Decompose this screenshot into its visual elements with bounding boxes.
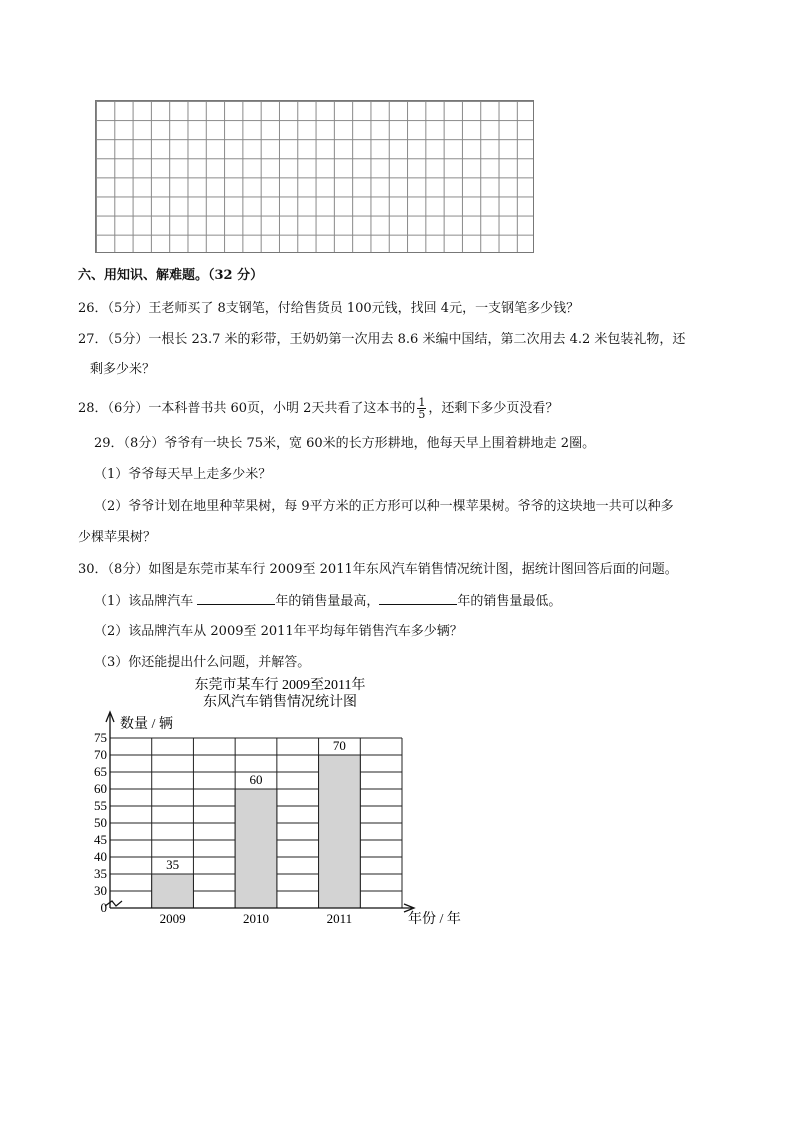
question-26: 26．（5分）王老师买了 8支钢笔，付给售货员 100元钱，找回 4元，一支钢笔多少钱？ bbox=[78, 301, 580, 316]
question-30-sub2: （2）该品牌汽车从 2009至 2011年平均每年销售汽车多少辆？ bbox=[94, 624, 463, 639]
y-tick-label-70: 70 bbox=[94, 747, 107, 762]
bar-2009 bbox=[152, 874, 194, 908]
fraction-numerator: 1 bbox=[418, 396, 426, 409]
question-30-sub1-text-mid: 年的销售量最高， bbox=[275, 594, 380, 609]
x-tick-label-2011: 2011 bbox=[326, 911, 353, 926]
question-28 bbox=[78, 394, 558, 424]
chart-title-line-1: 东莞市某车行 2009至2011年 bbox=[194, 678, 366, 693]
question-29-sub1: （1）爷爷每天早上走多少米？ bbox=[94, 467, 272, 482]
axis-break-icon bbox=[105, 901, 122, 906]
data-label-2009: 35 bbox=[166, 857, 180, 872]
question-27-line2: 剩多少米？ bbox=[90, 362, 156, 377]
y-tick-label-60: 60 bbox=[94, 781, 107, 796]
question-30-sub1-text: （1）该品牌汽车 bbox=[94, 594, 198, 609]
x-tick-label-2010: 2010 bbox=[243, 911, 269, 926]
x-tick-label-2009: 2009 bbox=[159, 911, 186, 926]
y-tick-label-30: 30 bbox=[94, 883, 107, 898]
question-30-sub1-text-end: 年的销售量最低。 bbox=[457, 594, 562, 609]
x-axis-label: 年份 / 年 bbox=[408, 912, 461, 927]
question-30-sub3: （3）你还能提出什么问题，并解答。 bbox=[94, 655, 311, 670]
data-label-2011: 70 bbox=[332, 738, 346, 753]
sales-bar-chart bbox=[90, 670, 490, 935]
data-label-2010: 60 bbox=[249, 772, 263, 787]
y-tick-label-75: 75 bbox=[94, 730, 107, 745]
question-28-text-end: ，还剩下多少页没看？ bbox=[428, 401, 559, 416]
question-27-line1: 27．（5分）一根长 23.7 米的彩带，王奶奶第一次用去 8.6 米编中国结，第二次用去 4.2 米包装礼物，还 bbox=[78, 332, 686, 347]
fraction bbox=[417, 397, 426, 420]
bar-2010 bbox=[235, 789, 277, 908]
answer-blank-lowest[interactable] bbox=[379, 592, 457, 605]
question-28-text: 28．（6分）一本科普书共 60页，小明 2天共看了这本书的 bbox=[78, 401, 416, 416]
y-tick-label-35: 35 bbox=[94, 866, 107, 881]
question-29: 29．（8分）爷爷有一块长 75米，宽 60米的长方形耕地，他每天早上围着耕地走 2圈。 bbox=[94, 436, 596, 451]
y-tick-label-65: 65 bbox=[94, 764, 107, 779]
chart-title-line-2: 东风汽车销售情况统计图 bbox=[203, 695, 357, 710]
answer-blank-highest[interactable] bbox=[197, 592, 275, 605]
y-tick-label-55: 55 bbox=[94, 798, 107, 813]
question-30: 30．（8分）如图是东莞市某车行 2009至 2011年东风汽车销售情况统计图，据统计图回答后面的问题。 bbox=[78, 562, 678, 577]
y-tick-label-40: 40 bbox=[94, 849, 107, 864]
y-tick-label-0: 0 bbox=[100, 900, 107, 915]
question-30-sub1 bbox=[94, 592, 561, 611]
writing-grid bbox=[95, 100, 534, 253]
fraction-denominator: 5 bbox=[418, 408, 426, 421]
question-29-sub2-line1: （2）爷爷计划在地里种苹果树，每 9平方米的正方形可以种一棵苹果树。爷爷的这块地一共可以种多 bbox=[94, 499, 674, 514]
y-axis-label: 数量 / 辆 bbox=[120, 717, 173, 732]
y-tick-label-50: 50 bbox=[94, 815, 107, 830]
bar-2011 bbox=[319, 755, 361, 908]
y-tick-label-45: 45 bbox=[94, 832, 107, 847]
section-heading: 六、用知识、解难题。（32 分） bbox=[78, 268, 264, 283]
question-29-sub2-line2: 少棵苹果树？ bbox=[78, 530, 157, 545]
